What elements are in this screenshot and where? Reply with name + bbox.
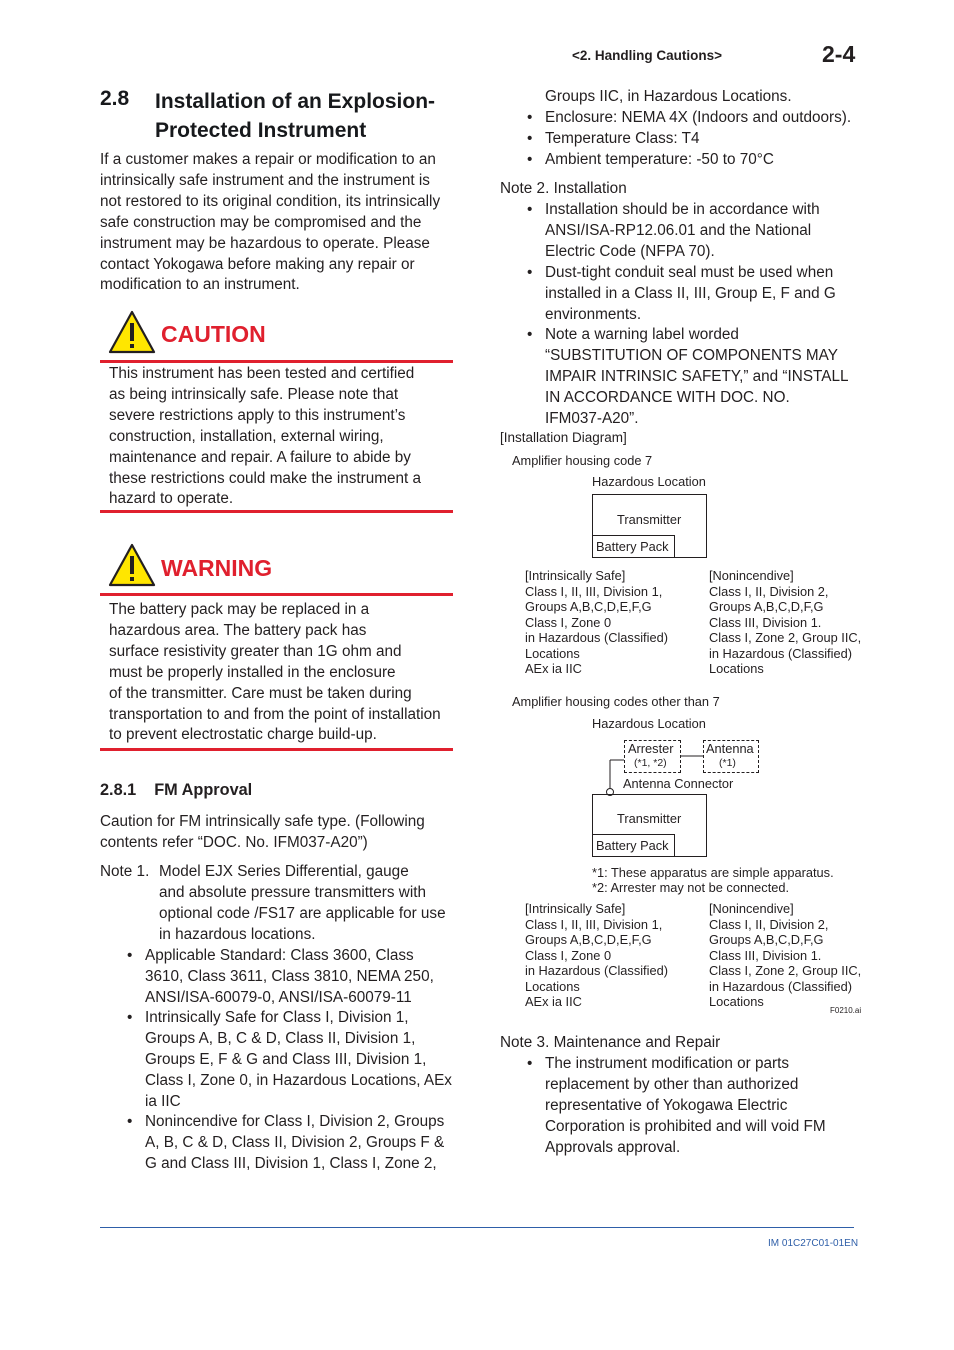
text-line: Class I, II, Division 2, bbox=[709, 583, 829, 599]
text-line: IMPAIR INTRINSIC SAFETY,” and “INSTALL bbox=[545, 367, 849, 385]
text-line: [Intrinsically Safe] bbox=[525, 901, 626, 916]
text-line: as being intrinsically safe. Please note that bbox=[109, 385, 399, 403]
diagram2-ni-text bbox=[709, 901, 861, 1010]
subsection-heading bbox=[100, 781, 270, 800]
caution-top-rule bbox=[100, 360, 453, 363]
text-line: of the transmitter. Care must be taken during bbox=[109, 684, 412, 702]
text-line: Class I, II, III, Division 1, bbox=[525, 916, 663, 932]
diagram-title: [Installation Diagram] bbox=[500, 430, 627, 445]
section-number: 2.8 bbox=[100, 87, 130, 110]
note1-label: Note 1. bbox=[100, 863, 150, 880]
text-line: Dust-tight conduit seal must be used when bbox=[545, 264, 834, 281]
text-line: Note a warning label worded bbox=[545, 326, 739, 343]
note2-bullet bbox=[527, 200, 855, 263]
page-number: 2-4 bbox=[822, 41, 856, 67]
text-line: IFM037-A20”. bbox=[545, 409, 639, 427]
warning-bottom-rule bbox=[100, 748, 453, 751]
text-line: Locations bbox=[525, 978, 580, 994]
antenna-label: Antenna bbox=[706, 741, 754, 756]
note1-bullet bbox=[127, 1008, 460, 1113]
text-line: surface resistivity greater than 1G ohm and bbox=[109, 642, 402, 660]
text-line: not restored to its original condition, its intrinsically bbox=[100, 192, 441, 210]
text-line: The instrument modification or parts bbox=[545, 1055, 790, 1072]
text-line: in Hazardous (Classified) bbox=[709, 978, 852, 994]
text-line: Model EJX Series Differential, gauge bbox=[159, 863, 409, 880]
text-line: Caution for FM intrinsically safe type. (Following bbox=[100, 813, 425, 830]
note1-bullet-right bbox=[527, 108, 852, 129]
diagram1-is-text bbox=[525, 568, 668, 677]
note3-label: Note 3. Maintenance and Repair bbox=[500, 1034, 721, 1051]
text-line: these restrictions could make the instrument a bbox=[109, 469, 422, 487]
text-line: Corporation is prohibited and will void FM bbox=[545, 1117, 826, 1135]
text-line: ia IIC bbox=[145, 1092, 181, 1110]
warning-title: WARNING bbox=[161, 555, 273, 581]
text-line: If a customer makes a repair or modification to an bbox=[100, 151, 436, 168]
diagram2-is-text bbox=[525, 901, 668, 1010]
diagram1-battery-label: Battery Pack bbox=[596, 539, 669, 554]
text-line: [Nonincendive] bbox=[709, 568, 794, 583]
note1-bullet-right bbox=[527, 129, 700, 150]
text-line: Class III, Division 1. bbox=[709, 947, 822, 963]
text-line: AEx ia IIC bbox=[525, 661, 582, 676]
text-line: ANSI/ISA-RP12.06.01 and the National bbox=[545, 221, 812, 239]
note2-bullet bbox=[527, 263, 855, 326]
text-line: Applicable Standard: Class 3600, Class bbox=[145, 947, 414, 964]
text-line: Class I, Zone 2, Group IIC, bbox=[709, 963, 862, 978]
footer-rule bbox=[100, 1227, 854, 1228]
text-line: Class III, Division 1. bbox=[709, 614, 822, 630]
bullet-dot: • bbox=[527, 1055, 533, 1072]
diagram2-hazard-label: Hazardous Location bbox=[592, 716, 706, 731]
text-line: AEx ia IIC bbox=[525, 994, 582, 1009]
caution-text bbox=[109, 364, 449, 510]
text-line: replacement by other than authorized bbox=[545, 1075, 799, 1093]
note1-bullet bbox=[127, 946, 460, 1009]
caution-bottom-rule bbox=[100, 510, 453, 513]
text-line: Enclosure: NEMA 4X (Indoors and outdoors). bbox=[545, 109, 852, 126]
text-line: 3610, Class 3611, Class 3810, NEMA 250, bbox=[145, 967, 434, 985]
text-line: to prevent electrostatic charge build-up. bbox=[109, 726, 377, 744]
text-line: hazardous area. The battery pack has bbox=[109, 621, 367, 639]
diagram1-transmitter-label: Transmitter bbox=[617, 512, 682, 527]
footer-doc-id: IM 01C27C01-01EN bbox=[768, 1238, 859, 1249]
text-line: Class I, II, Division 2, bbox=[709, 916, 829, 932]
diagram2-caption: Amplifier housing codes other than 7 bbox=[512, 694, 720, 709]
text-line: in Hazardous (Classified) bbox=[525, 630, 668, 645]
note1-continuation: Groups IIC, in Hazardous Locations. bbox=[545, 88, 792, 105]
text-line: and absolute pressure transmitters with bbox=[159, 883, 426, 901]
text-line: [Intrinsically Safe] bbox=[525, 568, 626, 583]
subsection-title: FM Approval bbox=[154, 781, 253, 799]
section-title-line: Installation of an Explosion- bbox=[155, 90, 436, 113]
text-line: intrinsically safe instrument and the instrument is bbox=[100, 171, 430, 189]
text-line: in Hazardous (Classified) bbox=[525, 963, 668, 978]
text-line: Groups A, B, C & D, Class II, Division 1, bbox=[145, 1029, 416, 1047]
text-line: optional code /FS17 are applicable for use bbox=[159, 904, 446, 922]
text-line: Class I, Zone 0, in Hazardous Locations, AEx bbox=[145, 1071, 452, 1089]
diagram2-battery-label: Battery Pack bbox=[596, 838, 669, 853]
text-line: environments. bbox=[545, 305, 642, 323]
text-line: maintenance and repair. A failure to abide by bbox=[109, 448, 411, 466]
text-line: Groups A,B,C,D,E,F,G bbox=[525, 599, 652, 614]
text-line: Locations bbox=[525, 645, 580, 661]
text-line: transportation to and from the point of installation bbox=[109, 705, 441, 723]
text-line: must be properly installed in the enclosure bbox=[109, 663, 396, 681]
text-line: Locations bbox=[709, 994, 764, 1009]
text-line: contents refer “DOC. No. IFM037-A20”) bbox=[100, 833, 368, 851]
diagram2-footnote: *2: Arrester may not be connected. bbox=[592, 880, 790, 895]
text-line: Class I, Zone 0 bbox=[525, 947, 612, 963]
text-line: installed in a Class II, III, Group E, F and G bbox=[545, 284, 836, 302]
text-line: ANSI/ISA-60079-0, ANSI/ISA-60079-11 bbox=[145, 988, 412, 1006]
note2-bullet bbox=[527, 325, 865, 430]
caution-title: CAUTION bbox=[161, 321, 266, 347]
text-line: Groups A,B,C,D,F,G bbox=[709, 599, 824, 614]
text-line: IN ACCORDANCE WITH DOC. NO. bbox=[545, 388, 790, 406]
text-line: Ambient temperature: -50 to 70°C bbox=[545, 151, 774, 168]
text-line: Installation should be in accordance with bbox=[545, 201, 820, 218]
bullet-dot: • bbox=[527, 326, 533, 343]
fm-intro bbox=[100, 812, 455, 854]
subsection-number: 2.8.1 bbox=[100, 781, 137, 799]
text-line: Locations bbox=[709, 661, 764, 676]
text-line: [Nonincendive] bbox=[709, 901, 794, 916]
arrester-note: (*1, *2) bbox=[634, 757, 667, 769]
bullet-dot: • bbox=[527, 201, 533, 218]
text-line: Class I, II, III, Division 1, bbox=[525, 583, 663, 599]
bullet-dot: • bbox=[527, 109, 533, 126]
intro-paragraph bbox=[100, 150, 455, 296]
text-line: A, B, C & D, Class II, Division 2, Groups F & bbox=[145, 1133, 445, 1151]
section-title-line: Protected Instrument bbox=[155, 119, 367, 142]
note1-text bbox=[159, 862, 459, 946]
text-line: Groups A,B,C,D,E,F,G bbox=[525, 932, 652, 947]
bullet-dot: • bbox=[127, 947, 133, 964]
running-header: <2. Handling Cautions> bbox=[572, 48, 723, 63]
text-line: contact Yokogawa before making any repair or bbox=[100, 255, 415, 273]
text-line: G and Class III, Division 1, Class I, Zone 2, bbox=[145, 1154, 437, 1172]
text-line: Temperature Class: T4 bbox=[545, 130, 700, 147]
bullet-dot: • bbox=[127, 1113, 133, 1130]
text-line: Approvals approval. bbox=[545, 1138, 681, 1156]
warning-top-rule bbox=[100, 593, 453, 596]
bullet-dot: • bbox=[527, 130, 533, 147]
text-line: modification to an instrument. bbox=[100, 276, 300, 294]
section-title bbox=[155, 87, 475, 145]
text-line: in hazardous locations. bbox=[159, 925, 316, 943]
text-line: safe construction may be compromised and the bbox=[100, 213, 422, 231]
text-line: in Hazardous (Classified) bbox=[709, 645, 852, 661]
warning-triangle-icon bbox=[108, 543, 156, 587]
note1-bullet bbox=[127, 1112, 460, 1175]
text-line: The battery pack may be replaced in a bbox=[109, 601, 370, 618]
caution-warning-triangle-icon bbox=[108, 310, 156, 354]
diagram1-caption: Amplifier housing code 7 bbox=[512, 453, 653, 468]
text-line: Class I, Zone 0 bbox=[525, 614, 612, 630]
diagram2-transmitter-label: Transmitter bbox=[617, 811, 682, 826]
text-line: “SUBSTITUTION OF COMPONENTS MAY bbox=[545, 346, 838, 364]
text-line: Groups A,B,C,D,F,G bbox=[709, 932, 824, 947]
warning-text bbox=[109, 600, 449, 746]
text-line: This instrument has been tested and certified bbox=[109, 365, 415, 382]
bullet-dot: • bbox=[127, 1009, 133, 1026]
text-line: Intrinsically Safe for Class I, Division 1, bbox=[145, 1009, 409, 1026]
diagram2-footnote: *1: These apparatus are simple apparatus. bbox=[592, 865, 834, 880]
text-line: construction, installation, external wiring, bbox=[109, 427, 384, 445]
text-line: Electric Code (NFPA 70). bbox=[545, 242, 715, 260]
antenna-connector-label: Antenna Connector bbox=[623, 776, 734, 791]
antenna-note: (*1) bbox=[719, 757, 736, 769]
text-line: severe restrictions apply to this instrument’s bbox=[109, 406, 406, 424]
note1-bullet-right bbox=[527, 150, 774, 171]
text-line: instrument may be hazardous to operate. Please bbox=[100, 234, 430, 252]
text-line: Groups E, F & G and Class III, Division 1, bbox=[145, 1050, 427, 1068]
note3-bullet bbox=[527, 1054, 855, 1159]
text-line: hazard to operate. bbox=[109, 490, 234, 508]
arrester-label: Arrester bbox=[628, 741, 674, 756]
diagram1-hazard-label: Hazardous Location bbox=[592, 474, 706, 489]
text-line: representative of Yokogawa Electric bbox=[545, 1096, 788, 1114]
note2-label: Note 2. Installation bbox=[500, 180, 627, 197]
text-line: Nonincendive for Class I, Division 2, Groups bbox=[145, 1113, 445, 1130]
bullet-dot: • bbox=[527, 264, 533, 281]
bullet-dot: • bbox=[527, 151, 533, 168]
text-line: Class I, Zone 2, Group IIC, bbox=[709, 630, 862, 645]
figure-id: F0210.ai bbox=[830, 1006, 862, 1015]
diagram1-ni-text bbox=[709, 568, 861, 677]
